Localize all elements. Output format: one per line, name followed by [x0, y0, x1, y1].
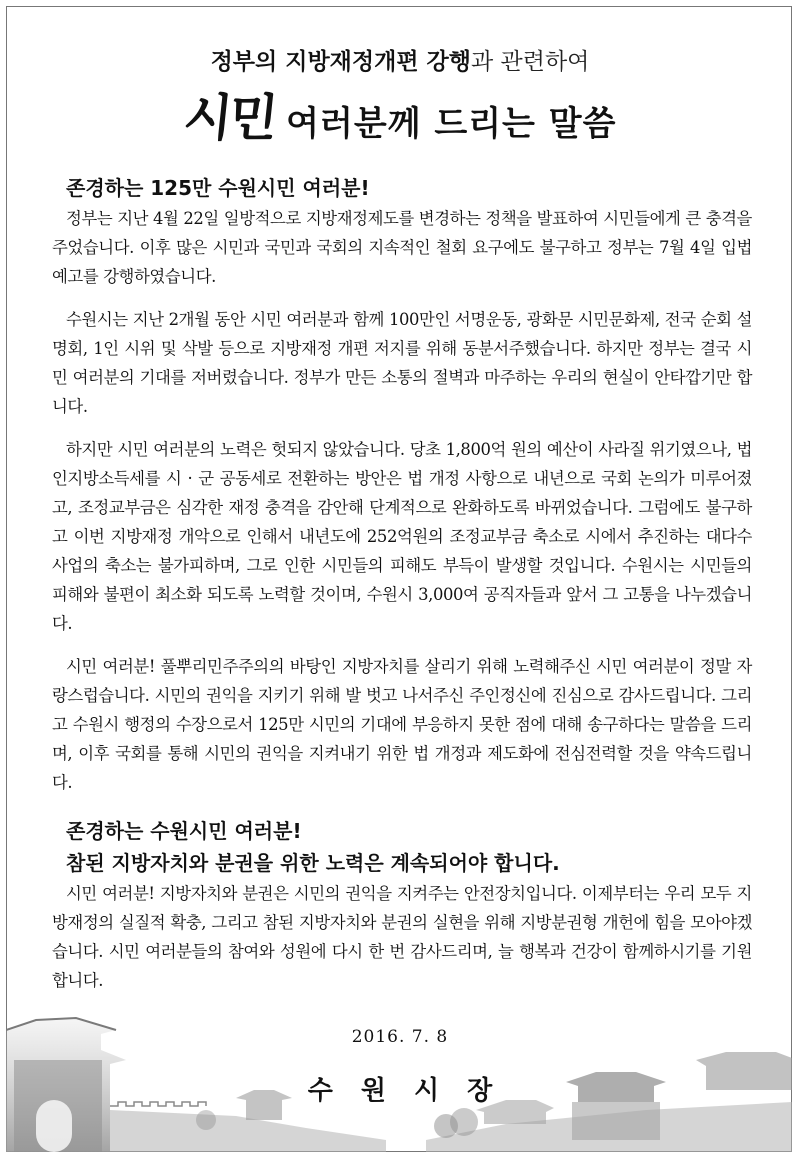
paragraph-3: 하지만 시민 여러분의 노력은 헛되지 않았습니다. 당초 1,800억 원의 예산이 사라질 위기였으나, 법인지방소득세를 시 · 군 공동세로 전환하는 방안은 법 개정 사항으로 내년으로 국회 논의가 미루어졌고, 조정교부금은 심각한 재정 충격을 감안해 단계적으로 완화하도록 바뀌었습니다. 그럼에도 불구하고 이번 지방재정 개악으로 인해서 내년도에 252억원의 조정교부금 축소로 시에서 추진하는 대다수 사업의 축소는 불가피하며, 그로 인한 시민들의 피해도 부득이 발생할 것입니다. 수원시는 시민들의 피해와 불편이 최소화 되도록 노력할 것이며, 수원시 3,000여 공직자들과 앞서 그 고통을 나누겠습니다.	[52, 440, 752, 633]
subtitle-normal: 과 관련하여	[471, 49, 590, 75]
paragraph-2: 수원시는 지난 2개월 동안 시민 여러분과 함께 100만인 서명운동, 광화문 시민문화제, 전국 순회 설명회, 1인 시위 및 삭발 등으로 지방재정 개편 저지를 위해 동분서주했습니다. 하지만 정부는 결국 시민 여러분의 기대를 저버렸습니다. 정부가 만든 소통의 절벽과 마주하는 우리의 현실이 안타깝기만 합니다.	[52, 310, 752, 416]
section1-heading: 존경하는 125만 수원시민 여러분!	[66, 176, 370, 200]
section2-heading-line1: 존경하는 수원시민 여러분!	[66, 819, 302, 843]
signature: 수원시장	[307, 1076, 521, 1106]
date: 2016. 7. 8	[351, 1027, 449, 1047]
subtitle-bold: 정부의 지방재정개편 강행	[210, 49, 471, 75]
subtitle	[0, 48, 800, 78]
title-rest: 여러분께 드리는 말씀	[286, 104, 617, 144]
title-calligraphy: 시민	[180, 88, 278, 147]
paragraph-5: 시민 여러분! 지방자치와 분권은 시민의 권익을 지켜주는 안전장치입니다. 이제부터는 우리 모두 지방재정의 실질적 확충, 그리고 참된 지방자치와 분권의 실현을 위해 지방분권형 개헌에 힘을 모아야겠습니다. 시민 여러분들의 참여와 성원에 다시 한 번 감사드리며, 늘 행복과 건강이 함께하시기를 기원합니다.	[52, 884, 752, 990]
section2	[52, 815, 752, 995]
paragraph-1: 정부는 지난 4월 22일 일방적으로 지방재정제도를 변경하는 정책을 발표하여 시민들에게 큰 충격을 주었습니다. 이후 많은 시민과 국민과 국회의 지속적인 철회 요구에도 불구하고 정부는 7월 4일 입법예고를 강행하였습니다.	[52, 209, 752, 286]
paragraph-4: 시민 여러분! 풀뿌리민주주의의 바탕인 지방자치를 살리기 위해 노력해주신 시민 여러분이 정말 자랑스럽습니다. 시민의 권익을 지키기 위해 발 벗고 나서주신 주인정신에 진심으로 감사드립니다. 그리고 수원시 행정의 수장으로서 125만 시민의 기대에 부응하지 못한 점에 대해 송구하다는 말씀을 드리며, 이후 국회를 통해 시민의 권익을 지켜내기 위한 법 개정과 제도화에 전심전력할 것을 약속드립니다.	[52, 657, 752, 792]
letter-body	[52, 172, 752, 995]
section2-heading-line2: 참된 지방자치와 분권을 위한 노력은 계속되어야 합니다.	[66, 851, 560, 875]
page-title	[0, 90, 800, 146]
document-header	[0, 48, 800, 146]
